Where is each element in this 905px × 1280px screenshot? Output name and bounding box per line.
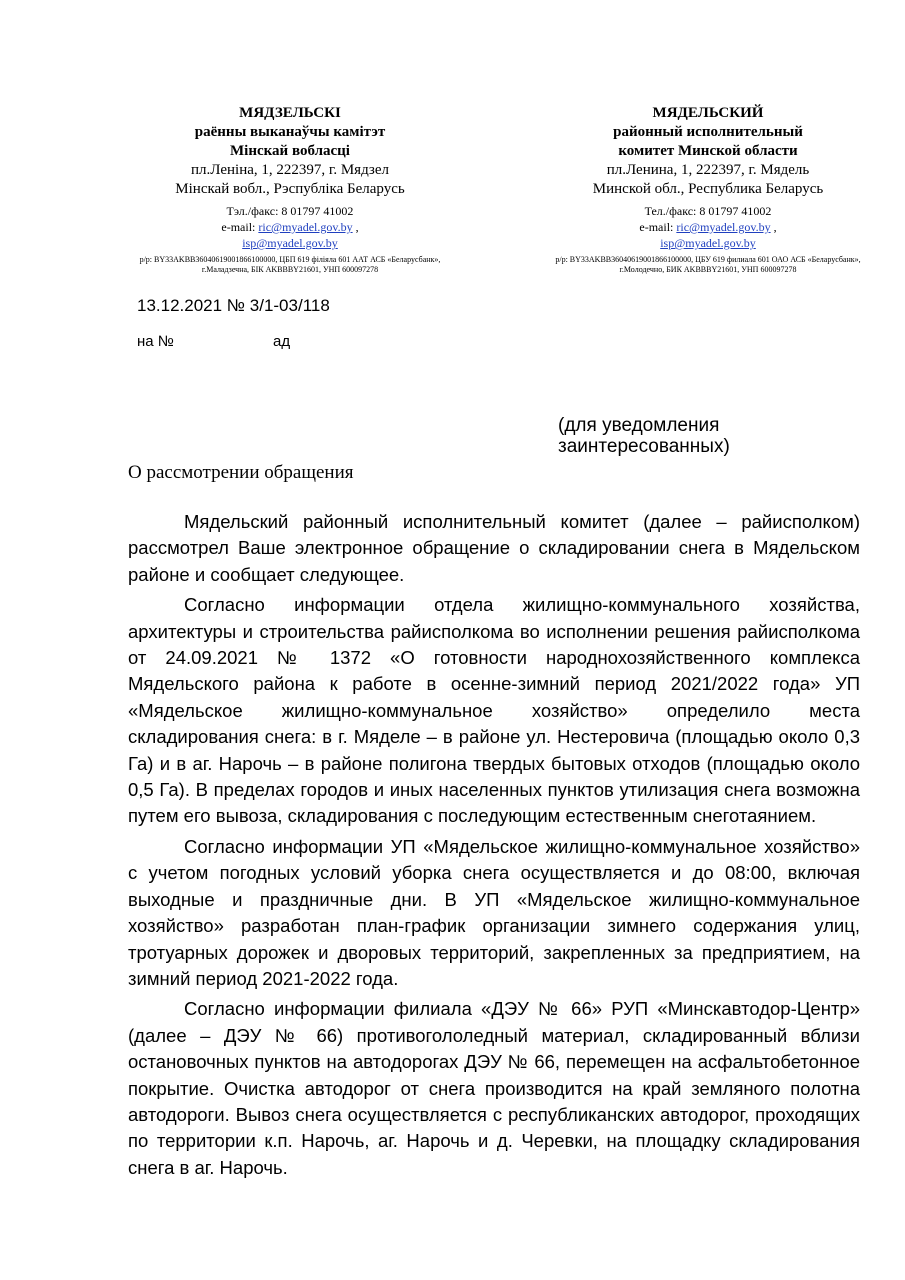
org-phone: Тел./факс: 8 01797 41002 [644,204,772,218]
org-name-line3: Мінскай вобласці [230,143,350,159]
letterhead-belarusian [120,104,460,275]
org-bank-details: р/р: BY33AKBB36040619001866100000, ЦБУ 619 филиала 601 ОАО АСБ «Беларусбанк», г.Молодечно, БИК AKBBBY21601, УНП 600097278 [555,255,861,274]
org-name-line1: МЯДЗЕЛЬСКІ [239,105,341,121]
letterhead-russian [538,104,878,275]
email-separator: , [770,220,777,234]
body-paragraph-4: Согласно информации филиала «ДЭУ № 66» РУП «Минскавтодор-Центр» (далее – ДЭУ № 66) противогололедный материал, складированный вблизи остановочных пунктов на автодорогах ДЭУ № 66, перемещен на асфальтобетонное покрытие. Очистка автодорог от снега производится на край земляного полотна автодороги. Вывоз снега осуществляется с республиканских автодорог, проходящих по территории к.п. Нарочь, аг. Нарочь и д. Черевки, на площадку складирования снега в аг. Нарочь. [128,998,860,1178]
body-paragraph-1: Мядельский районный исполнительный комитет (далее – райисполком) рассмотрел Ваше электронное обращение о складировании снега в Мядельском районе и сообщает следующее. [128,511,860,585]
email-link-ric[interactable]: ric@myadel.gov.by [676,220,771,234]
org-address-line2: Минской обл., Республика Беларусь [592,181,824,197]
registration-number: 13.12.2021 № 3/1-03/118 [137,296,330,315]
email-prefix: e-mail: [639,220,677,234]
org-address-line2: Мінскай вобл., Рэспубліка Беларусь [175,181,405,197]
email-link-ric[interactable]: ric@myadel.gov.by [258,220,353,234]
email-prefix: e-mail: [221,220,259,234]
reference-na: на № [137,333,174,350]
reference-line [137,333,291,350]
org-name-line2: раённы выканаўчы камітэт [194,124,386,140]
email-separator: , [352,220,359,234]
org-email-line2 [538,235,878,251]
body-paragraph-2: Согласно информации отдела жилищно-коммунального хозяйства, архитектуры и строительства райисполкома во исполнении решения райисполкома от 24.09.2021 № 1372 «О готовности народнохозяйственного комплекса Мядельского района к работе в осенне-зимний период 2021/2022 года» УП «Мядельское жилищно-коммунальное хозяйство» определило места складирования снега: в г. Мяделе – в районе ул. Нестеровича (площадью около 0,3 Га) и в аг. Нарочь – в районе полигона твердых бытовых отходов (площадью около 0,5 Га). В пределах городов и иных населенных пунктов утилизация снега возможна путем его вывоза, складирования с последующим естественным снеготаянием. [128,594,860,827]
body-paragraph-3: Согласно информации УП «Мядельское жилищно-коммунальное хозяйство» с учетом погодных условий уборка снега осуществляется и до 08:00, включая выходные и праздничные дни. В УП «Мядельское жилищно-коммунальное хозяйство» разработан план-график организации зимнего содержания улиц, тротуарных дорожек и дворовых территорий, закрепленных за предприятием, на зимний период 2021-2022 года. [128,835,860,989]
org-email-line [120,219,460,235]
email-link-isp[interactable]: isp@myadel.gov.by [242,236,338,250]
org-email-line [538,219,878,235]
letter-body [128,509,860,1181]
addressee-line2: заинтересованных) [558,436,730,457]
org-address-line1: пл.Леніна, 1, 222397, г. Мядзел [191,162,389,178]
org-name-line2: районный исполнительный [613,124,803,140]
org-bank-details: р/р: BY33AKBB36040619001866100000, ЦБП 619 філіяла 601 ААТ АСБ «Беларусбанк», г.Маладзечна, БІК AKBBBY21601, УНП 600097278 [139,255,441,274]
addressee-line1: (для уведомления [558,415,720,436]
addressee-block [558,415,730,457]
org-phone: Тэл./факс: 8 01797 41002 [226,204,354,218]
reference-ad: ад [273,333,291,350]
org-name-line3: комитет Минской области [618,143,798,159]
org-email-line2 [120,235,460,251]
email-link-isp[interactable]: isp@myadel.gov.by [660,236,756,250]
org-name-line1: МЯДЕЛЬСКИЙ [652,105,764,121]
letter-subject: О рассмотрении обращения [128,462,354,483]
org-address-line1: пл.Ленина, 1, 222397, г. Мядель [606,162,810,178]
